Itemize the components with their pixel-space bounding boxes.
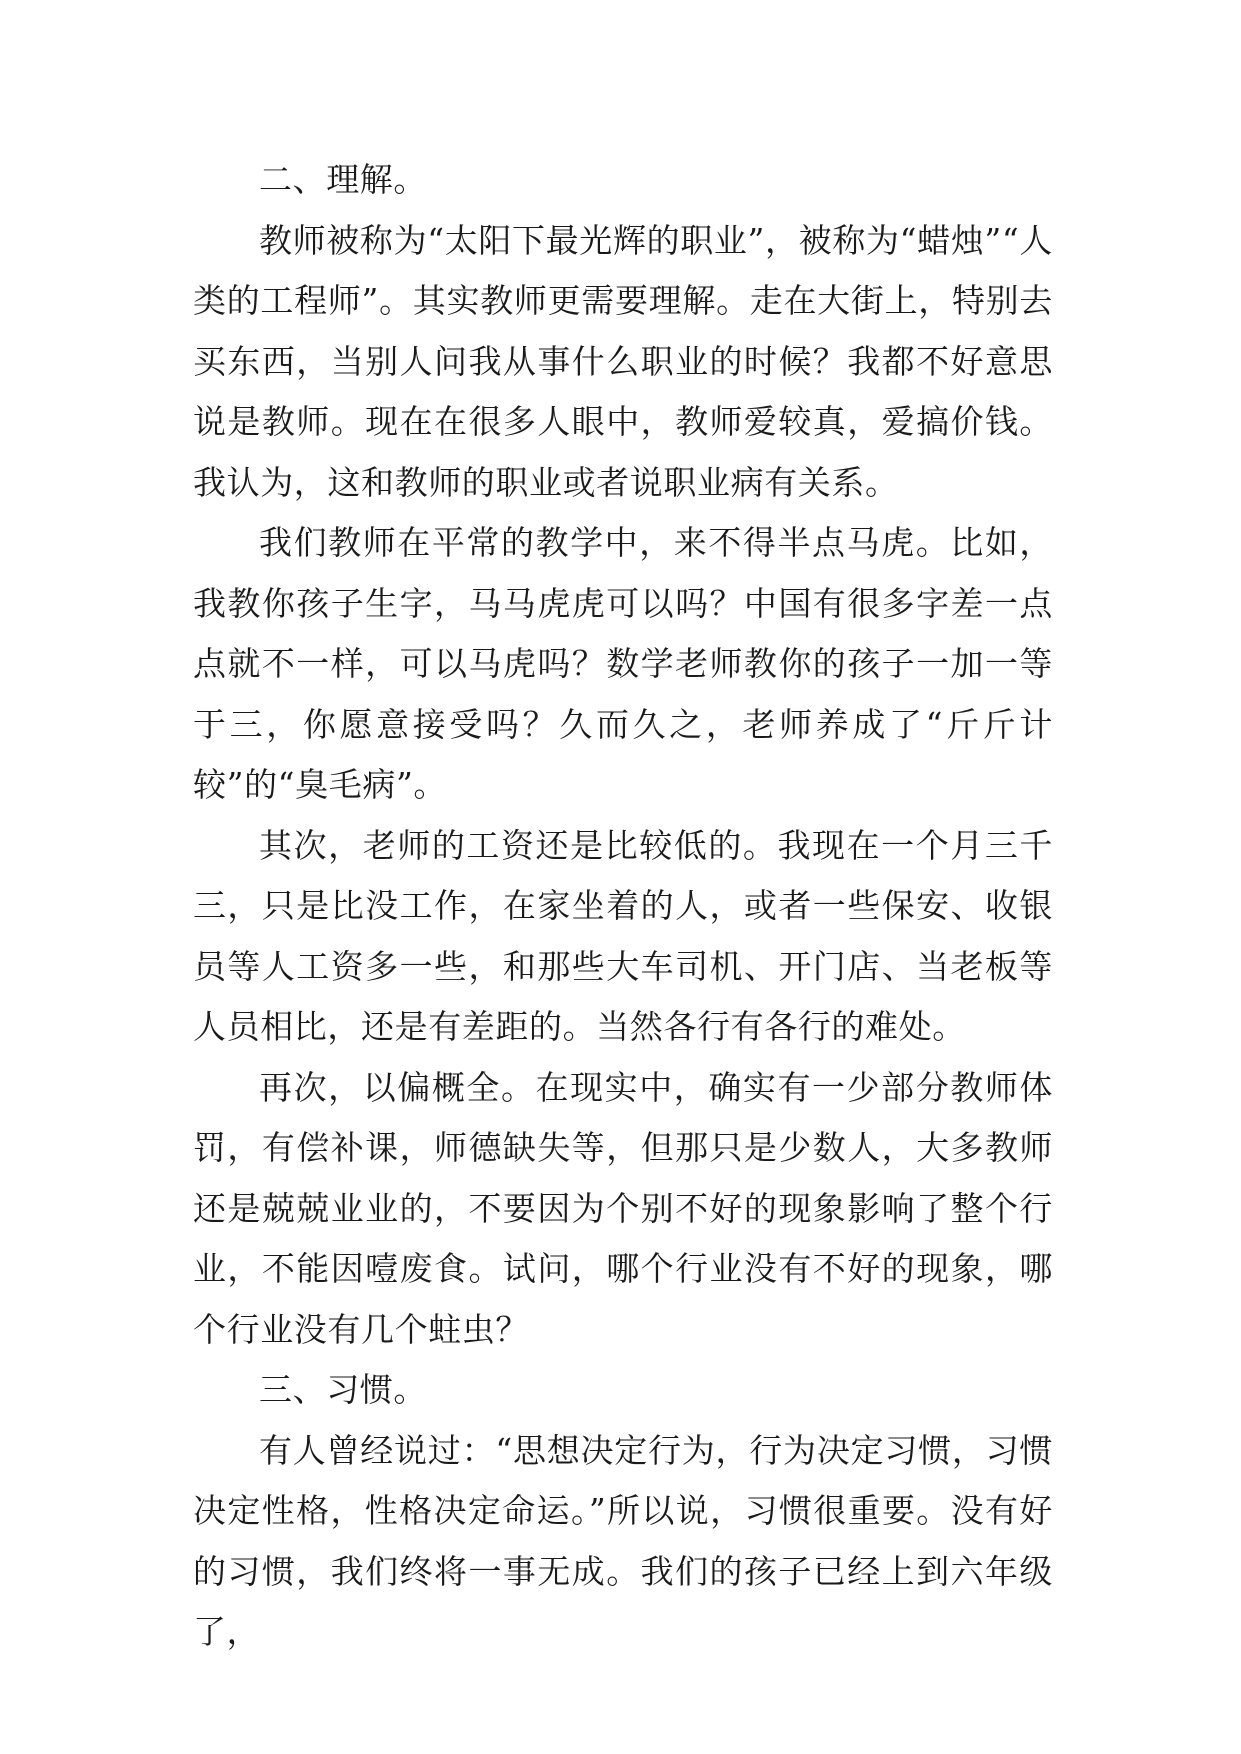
paragraph-no-carelessness: 我们教师在平常的教学中，来不得半点马虎。比如，我教你孩子生字，马马虎虎可以吗？中国有很多字差一点点就不一样，可以马虎吗？数学老师教你的孩子一加一等于三，你愿意接受吗？久而久之，老师养成了“斤斤计较”的“臭毛病”。 xyxy=(193,523,1053,804)
paragraph-low-salary: 其次，老师的工资还是比较低的。我现在一个月三千三，只是比没工作，在家坐着的人，或者一些保安、收银员等人工资多一些，和那些大车司机、开门店、当老板等人员相比，还是有差距的。当然各行有各行的难处。 xyxy=(193,825,1053,1046)
section-heading-habits: 三、习惯。 xyxy=(259,1370,427,1409)
paragraph-teacher-needs-understanding: 教师被称为“太阳下最光辉的职业”，被称为“蜡烛”“人类的工程师”。其实教师更需要理解。走在大街上，特别去买东西，当别人问我从事什么职业的时候？我都不好意思说是教师。现在在很多人眼中，教师爱较真，爱搞价钱。我认为，这和教师的职业或者说职业病有关系。 xyxy=(193,220,1053,502)
section-heading-understanding: 二、理解。 xyxy=(259,160,427,199)
paragraph-habits-importance: 有人曾经说过：“思想决定行为，行为决定习惯，习惯决定性格，性格决定命运。”所以说，习惯很重要。没有好的习惯，我们终将一事无成。我们的孩子已经上到六年级了， xyxy=(193,1430,1053,1651)
document-body xyxy=(193,150,1053,1663)
paragraph-generalization: 再次，以偏概全。在现实中，确实有一少部分教师体罚，有偿补课，师德缺失等，但那只是少数人，大多教师还是兢兢业业的，不要因为个别不好的现象影响了整个行业，不能因噎废食。试问，哪个行业没有不好的现象，哪个行业没有几个蛀虫？ xyxy=(193,1067,1053,1349)
